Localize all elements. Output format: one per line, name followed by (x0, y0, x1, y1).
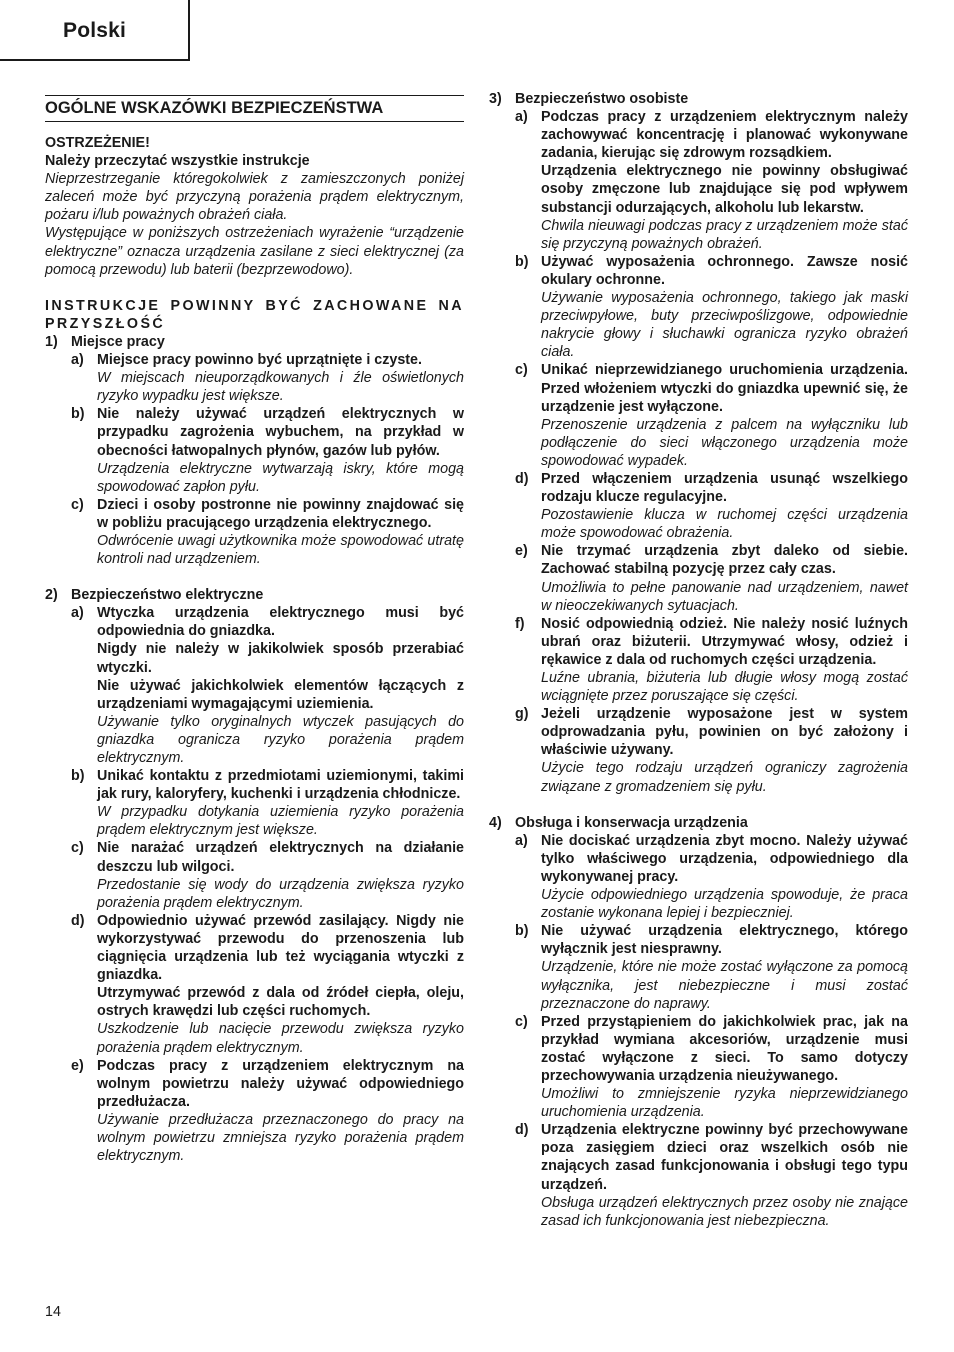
item-explanation: Używanie wyposażenia ochronnego, takiego jak maski przeciwpyłowe, buty przeciwpoślizgowe, odpowiednie nakrycie głowy i słuchawki ogranicza ryzyko obrażeń ciała. (541, 290, 908, 361)
section-heading (45, 333, 464, 351)
item-instruction: Podczas pracy z urządzeniem elektrycznym na wolnym powietrzu należy używać odpowiedniego przedłużacza. (97, 1057, 464, 1110)
warning-heading: OSTRZEŻENIE! (45, 135, 150, 151)
item-explanation: Użycie tego rodzaju urządzeń ograniczy zagrożenia związane z gromadzeniem się pyłu. (541, 760, 908, 795)
safety-section (45, 333, 464, 568)
list-item (45, 767, 464, 839)
item-explanation: Umożliwi to zmniejszenie ryzyka nieprzewidzianego uruchomienia urządzenia. (541, 1086, 908, 1121)
left-column (45, 90, 464, 1165)
item-letter: g) (515, 706, 529, 723)
section-heading (489, 814, 908, 832)
item-explanation: Używanie przedłużacza przeznaczonego do pracy na wolnym powietrzu zmniejsza ryzyko porażenia prądem elektrycznym. (97, 1111, 464, 1165)
section-number: 3) (489, 91, 502, 107)
right-column (489, 90, 908, 1230)
item-instruction: Nie narażać urządzeń elektrycznych na działanie deszczu lub wilgoci. (97, 840, 464, 875)
item-explanation: Urządzenie, które nie może zostać wyłączone za pomocą wyłącznika, jest niebezpieczne i musi zostać przeznaczone do naprawy. (541, 959, 908, 1012)
item-instruction: Miejsce pracy powinno być uprzątnięte i czyste. (97, 352, 422, 369)
item-instruction: Wtyczka urządzenia elektrycznego musi być odpowiednia do gniazdka. (97, 605, 464, 640)
item-letter: c) (515, 362, 528, 379)
safety-section (489, 814, 908, 1230)
section-title-text: Bezpieczeństwo osobiste (515, 91, 689, 107)
item-letter: d) (515, 1122, 529, 1139)
item-letter: c) (71, 496, 84, 513)
list-item (45, 496, 464, 568)
item-explanation: Odwrócenie uwagi użytkownika może spowodować utratę kontroli nad urządzeniem. (97, 532, 464, 568)
item-instruction: Nigdy nie należy w jakikolwiek sposób przerabiać wtyczki. (97, 641, 464, 676)
right-sections (489, 90, 908, 1230)
item-letter: e) (71, 1057, 84, 1074)
list-item (45, 405, 464, 495)
list-item (489, 108, 908, 253)
left-sections (45, 333, 464, 1165)
item-explanation: Uszkodzenie lub nacięcie przewodu zwiększa ryzyko porażenia prądem elektrycznym. (97, 1021, 464, 1056)
list-item (45, 912, 464, 1057)
warning-subheading: Należy przeczytać wszystkie instrukcje (45, 153, 310, 170)
section-title: OGÓLNE WSKAZÓWKI BEZPIECZEŃSTWA (45, 95, 464, 122)
item-explanation: Umożliwia to pełne panowanie nad urządzeniem, nawet w nieoczekiwanych sytuacjach. (541, 579, 908, 614)
item-instruction: Nie używać jakichkolwiek elementów łączących z urządzeniami wymagającymi uziemienia. (97, 677, 464, 712)
section-number: 1) (45, 333, 58, 350)
item-instruction: Urządzenia elektryczne powinny być przechowywane poza zasięgiem dzieci oraz wszelkich osób nie znających zasad funkcjonowania i obsługi tego typu urządzeń. (541, 1122, 908, 1193)
item-instruction: Utrzymywać przewód z dala od źródeł ciepła, oleju, ostrych krawędzi lub części ruchomych. (97, 985, 464, 1020)
section-heading (489, 90, 908, 108)
list-item (489, 361, 908, 470)
item-letter: d) (71, 912, 85, 929)
list-item (489, 542, 908, 614)
item-letter: d) (515, 470, 529, 487)
language-label: Polski (63, 19, 127, 42)
item-letter: c) (71, 840, 84, 857)
item-explanation: Przenoszenie urządzenia z palcem na wyłączniku lub podłączenie do sieci włączonego urządzenia może spowodować wypadek. (541, 416, 908, 469)
item-explanation: Przedostanie się wody do urządzenia zwiększa ryzyko porażenia prądem elektrycznym. (97, 876, 464, 911)
item-letter: c) (515, 1013, 528, 1030)
item-letter: b) (71, 768, 85, 785)
item-instruction: Podczas pracy z urządzeniem elektrycznym należy zachowywać koncentrację i planować wykonywane zadania, kierując się zdrowym rozsądkiem. (541, 109, 908, 162)
item-explanation: Obsługa urządzeń elektrycznych przez osoby nie znające zasad ich funkcjonowania jest niebezpieczna. (541, 1194, 908, 1229)
item-letter: b) (71, 406, 85, 423)
item-explanation: W miejscach nieuporządkowanych i źle oświetlonych ryzyko wypadku jest większe. (97, 370, 464, 405)
list-item (489, 1013, 908, 1122)
list-item (489, 832, 908, 922)
item-explanation: Urządzenia elektryczne wytwarzają iskry, które mogą spowodować zapłon pyłu. (97, 460, 464, 495)
item-letter: f) (515, 615, 525, 632)
item-letter: e) (515, 543, 528, 560)
item-instruction: Nie dociskać urządzenia zbyt mocno. Należy używać tylko właściwego urządzenia, odpowiedniego dla wykonywanej pracy. (541, 832, 908, 885)
item-letter: a) (515, 109, 528, 126)
item-instruction: Nie trzymać urządzenia zbyt daleko od siebie. Zachować stabilną pozycję przez cały czas. (541, 543, 908, 578)
item-explanation: Używanie tylko oryginalnych wtyczek pasujących do gniazdka ogranicza ryzyko porażenia prądem elektrycznym. (97, 713, 464, 766)
item-explanation: Pozostawienie klucza w ruchomej części urządzenia może spowodować obrażenia. (541, 507, 908, 542)
list-item (45, 351, 464, 405)
item-instruction: Unikać kontaktu z przedmiotami uziemionymi, takimi jak rury, kaloryfery, kuchenki i urządzenia chłodnicze. (97, 768, 464, 803)
item-letter: b) (515, 923, 529, 940)
section-number: 2) (45, 587, 58, 604)
list-item (45, 839, 464, 911)
item-explanation: Użycie odpowiedniego urządzenia spowoduje, że praca zostanie wykonana lepiej i bezpieczniej. (541, 887, 908, 922)
section-heading (45, 586, 464, 604)
item-instruction: Jeżeli urządzenie wyposażone jest w system odprowadzania pyłu, powinien on być założony i właściwie używany. (541, 706, 908, 759)
safety-section (489, 90, 908, 796)
list-item (45, 1057, 464, 1166)
list-item (489, 1121, 908, 1230)
section-title-text: Bezpieczeństwo elektryczne (71, 587, 264, 604)
item-explanation: W przypadku dotykania uziemienia ryzyko porażenia prądem elektrycznym jest większe. (97, 804, 464, 839)
list-item (489, 253, 908, 362)
language-tab (0, 0, 190, 61)
item-instruction: Nosić odpowiednią odzież. Nie należy nosić luźnych ubrań oraz biżuterii. Utrzymywać włosy, odzież i rękawice z dala od ruchomych części urządzenia. (541, 615, 908, 668)
item-instruction: Przed włączeniem urządzenia usunąć wszelkiego rodzaju klucze regulacyjne. (541, 470, 908, 506)
list-item (489, 922, 908, 1012)
list-item (489, 615, 908, 705)
keep-instructions-notice: INSTRUKCJE POWINNY BYĆ ZACHOWANE NA PRZYSZŁOŚĆ (45, 297, 464, 332)
item-instruction: Odpowiednio używać przewód zasilający. Nigdy nie wykorzystywać przewodu do przenoszenia lub ciągnięcia urządzenia lub też wyciągania wtyczki z gniazdka. (97, 912, 464, 984)
page-number: 14 (45, 1304, 61, 1320)
item-instruction: Nie używać urządzenia elektrycznego, którego wyłącznik jest niesprawny. (541, 923, 908, 958)
list-item (45, 604, 464, 767)
item-instruction: Przed przystąpieniem do jakichkolwiek prac, jak na przykład wymiana akcesoriów, urządzenie musi zostać wyłączone z sieci. To samo dotyczy przechowywania urządzenia nieużywanego. (541, 1013, 908, 1084)
section-title-text: Obsługa i konserwacja urządzenia (515, 814, 748, 831)
item-letter: a) (515, 832, 528, 849)
item-explanation: Chwila nieuwagi podczas pracy z urządzeniem może stać się przyczyną poważnych obrażeń. (541, 217, 908, 252)
item-instruction: Nie należy używać urządzeń elektrycznych w przypadku zagrożenia wybuchem, na przykład w obecności łatwopalnych płynów, gazów lub pyłów. (97, 406, 464, 459)
list-item (489, 470, 908, 542)
item-letter: a) (71, 605, 84, 622)
warning-paragraph-1: Nieprzestrzeganie któregokolwiek z zamieszczonych poniżej zaleceń może być przyczyną porażenia prądem elektrycznym, pożaru i/lub poważnych obrażeń ciała. (45, 171, 464, 224)
section-number: 4) (489, 814, 502, 831)
item-instruction: Używać wyposażenia ochronnego. Zawsze nosić okulary ochronne. (541, 253, 908, 288)
safety-section (45, 586, 464, 1165)
list-item (489, 705, 908, 795)
item-instruction: Unikać nieprzewidzianego uruchomienia urządzenia. Przed włożeniem wtyczki do gniazdka upewnić się, że urządzenie jest wyłączone. (541, 362, 908, 415)
item-letter: b) (515, 253, 529, 270)
item-letter: a) (71, 352, 84, 369)
warning-paragraph-2: Występujące w poniższych ostrzeżeniach wyrażenie “urządzenie elektryczne” oznacza urządzenia zasilane z sieci elektrycznej (za pomocą przewodu) lub baterii (bezprzewodowo). (45, 225, 464, 278)
item-explanation: Luźne ubrania, biżuteria lub długie włosy mogą zostać wciągnięte przez poruszające się części. (541, 670, 908, 705)
item-instruction: Urządzenia elektrycznego nie powinny obsługiwać osoby zmęczone lub znajdujące się pod wpływem substancji odurzających, alkoholu lub lekarstw. (541, 163, 908, 216)
section-title-text: Miejsce pracy (71, 333, 165, 350)
item-instruction: Dzieci i osoby postronne nie powinny znajdować się w pobliżu pracującego urządzenia elektrycznego. (97, 496, 464, 531)
